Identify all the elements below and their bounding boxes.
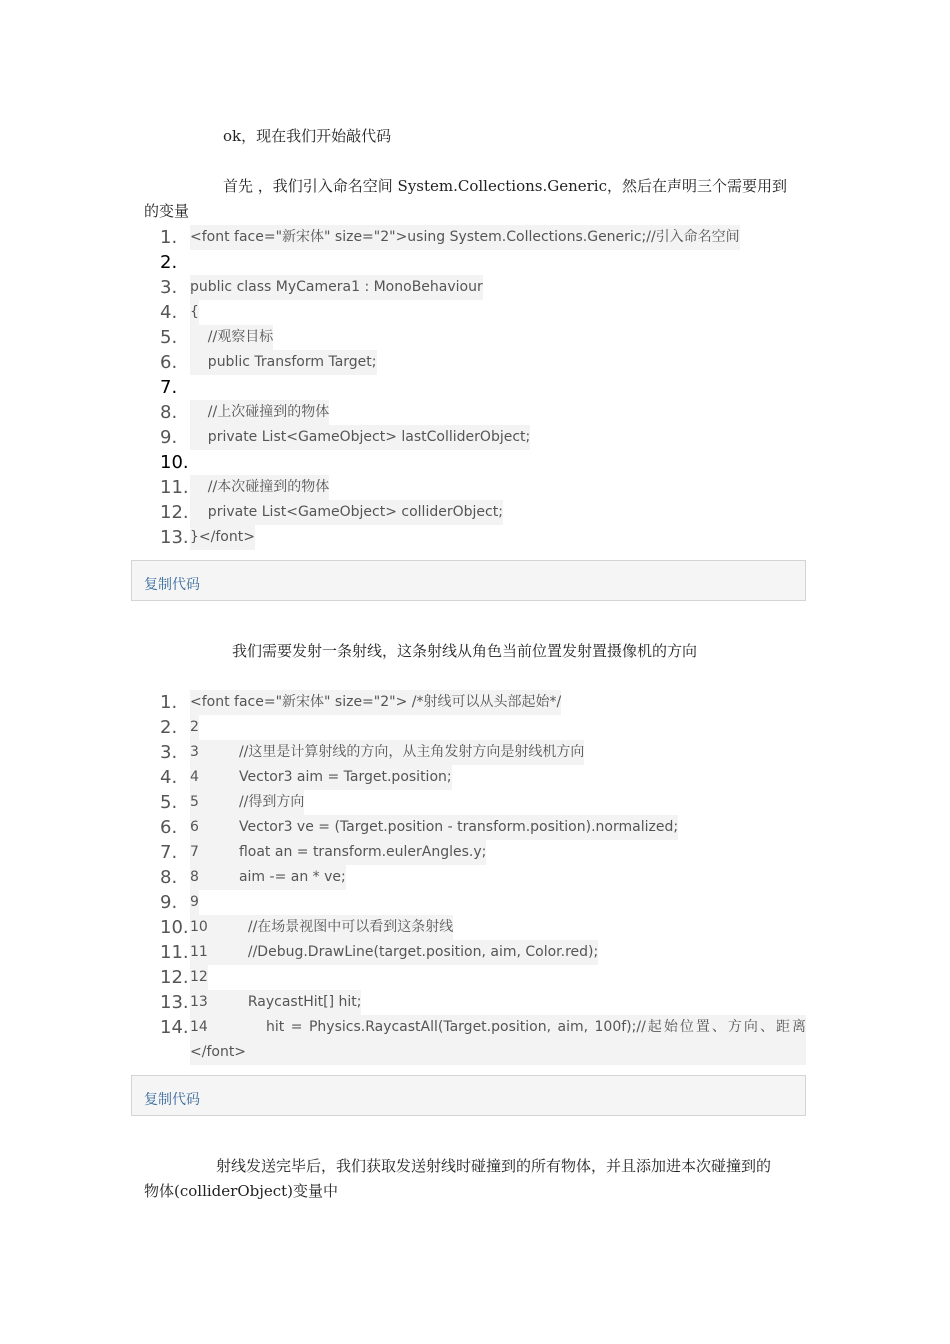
code-block-1 <box>160 225 808 550</box>
code-line <box>160 525 808 550</box>
line-number: 4. <box>160 302 178 323</box>
line-number: 11. <box>160 942 189 963</box>
line-number: 8. <box>160 402 178 423</box>
code-line <box>160 450 808 475</box>
code-text: 3 //这里是计算射线的方向，从主角发射方向是射线机方向 <box>190 740 584 765</box>
code-line <box>160 300 808 325</box>
code-line <box>160 790 808 815</box>
outro-paragraph-line-2: 物体(colliderObject)变量中 <box>144 1182 339 1200</box>
copy-code-link[interactable]: 复制代码 <box>144 577 200 593</box>
line-number: 6. <box>160 817 178 838</box>
line-number: 9. <box>160 892 178 913</box>
code-line <box>160 765 808 790</box>
copy-code-bar <box>131 1075 806 1116</box>
code-text: }</font> <box>190 525 255 550</box>
line-number: 8. <box>160 867 178 888</box>
line-number: 3. <box>160 742 178 763</box>
line-number: 12. <box>160 502 189 523</box>
code-line <box>160 990 808 1015</box>
code-line <box>160 350 808 375</box>
code-line <box>160 475 808 500</box>
code-line <box>160 225 808 250</box>
code-text: 13 RaycastHit[] hit; <box>190 990 361 1015</box>
code-text: 2 <box>190 715 199 740</box>
code-text: private List<GameObject> colliderObject; <box>190 500 503 525</box>
code-text: 9 <box>190 890 199 915</box>
code-text: <font face="新宋体" size="2"> /*射线可以从头部起始*/ <box>190 690 561 715</box>
line-number: 9. <box>160 427 178 448</box>
middle-paragraph: 我们需要发射一条射线，这条射线从角色当前位置发射置摄像机的方向 <box>232 642 698 660</box>
intro-paragraph-2-line-1: 首先 ，我们引入命名空间 System.Collections.Generic，然后在声明三个需要用到 <box>223 177 788 195</box>
code-text: 5 //得到方向 <box>190 790 304 815</box>
code-text: private List<GameObject> lastColliderObject; <box>190 425 530 450</box>
code-line <box>160 500 808 525</box>
code-line <box>160 425 808 450</box>
copy-code-bar <box>131 560 806 601</box>
line-number: 2. <box>160 252 178 273</box>
code-text: 7 float an = transform.eulerAngles.y; <box>190 840 486 865</box>
intro-paragraph: ok，现在我们开始敲代码 <box>223 127 392 145</box>
code-line <box>160 890 808 915</box>
code-line <box>160 840 808 865</box>
line-number: 3. <box>160 277 178 298</box>
line-number: 10. <box>160 452 189 473</box>
code-line <box>160 325 808 350</box>
code-text: 8 aim -= an * ve; <box>190 865 346 890</box>
line-number: 12. <box>160 967 189 988</box>
line-number: 10. <box>160 917 189 938</box>
code-line <box>160 815 808 840</box>
line-number: 7. <box>160 377 178 398</box>
code-line <box>160 1015 808 1065</box>
line-number: 1. <box>160 227 178 248</box>
code-line <box>160 965 808 990</box>
code-line <box>160 375 808 400</box>
code-text: 10 //在场景视图中可以看到这条射线 <box>190 915 453 940</box>
code-text: 14 hit = Physics.RaycastAll(Target.position, aim, 100f);//起始位置、方向、距离</font> <box>190 1015 806 1065</box>
code-text: public class MyCamera1 : MonoBehaviour <box>190 275 483 300</box>
outro-paragraph-line-1: 射线发送完毕后，我们获取发送射线时碰撞到的所有物体，并且添加进本次碰撞到的 <box>216 1157 772 1175</box>
line-number: 5. <box>160 792 178 813</box>
code-line <box>160 865 808 890</box>
line-number: 5. <box>160 327 178 348</box>
code-line <box>160 715 808 740</box>
code-text: 12 <box>190 965 208 990</box>
line-number: 13. <box>160 992 189 1013</box>
code-line <box>160 400 808 425</box>
code-block-2 <box>160 690 808 1065</box>
copy-code-link[interactable]: 复制代码 <box>144 1092 200 1108</box>
code-line <box>160 275 808 300</box>
line-number: 4. <box>160 767 178 788</box>
code-text: 4 Vector3 aim = Target.position; <box>190 765 452 790</box>
code-text: { <box>190 300 199 325</box>
code-text: public Transform Target; <box>190 350 377 375</box>
code-text: 11 //Debug.DrawLine(target.position, aim, Color.red); <box>190 940 598 965</box>
line-number: 6. <box>160 352 178 373</box>
line-number: 7. <box>160 842 178 863</box>
code-line <box>160 690 808 715</box>
code-text: //上次碰撞到的物体 <box>190 400 329 425</box>
code-text: //本次碰撞到的物体 <box>190 475 329 500</box>
line-number: 11. <box>160 477 189 498</box>
line-number: 14. <box>160 1017 189 1038</box>
code-line <box>160 940 808 965</box>
line-number: 2. <box>160 717 178 738</box>
line-number: 1. <box>160 692 178 713</box>
code-text: <font face="新宋体" size="2">using System.Collections.Generic;//引入命名空间 <box>190 225 740 250</box>
code-text: 6 Vector3 ve = (Target.position - transform.position).normalized; <box>190 815 678 840</box>
code-line <box>160 740 808 765</box>
intro-paragraph-2-line-2: 的变量 <box>144 202 190 220</box>
code-line <box>160 250 808 275</box>
line-number: 13. <box>160 527 189 548</box>
code-line <box>160 915 808 940</box>
code-text: //观察目标 <box>190 325 273 350</box>
